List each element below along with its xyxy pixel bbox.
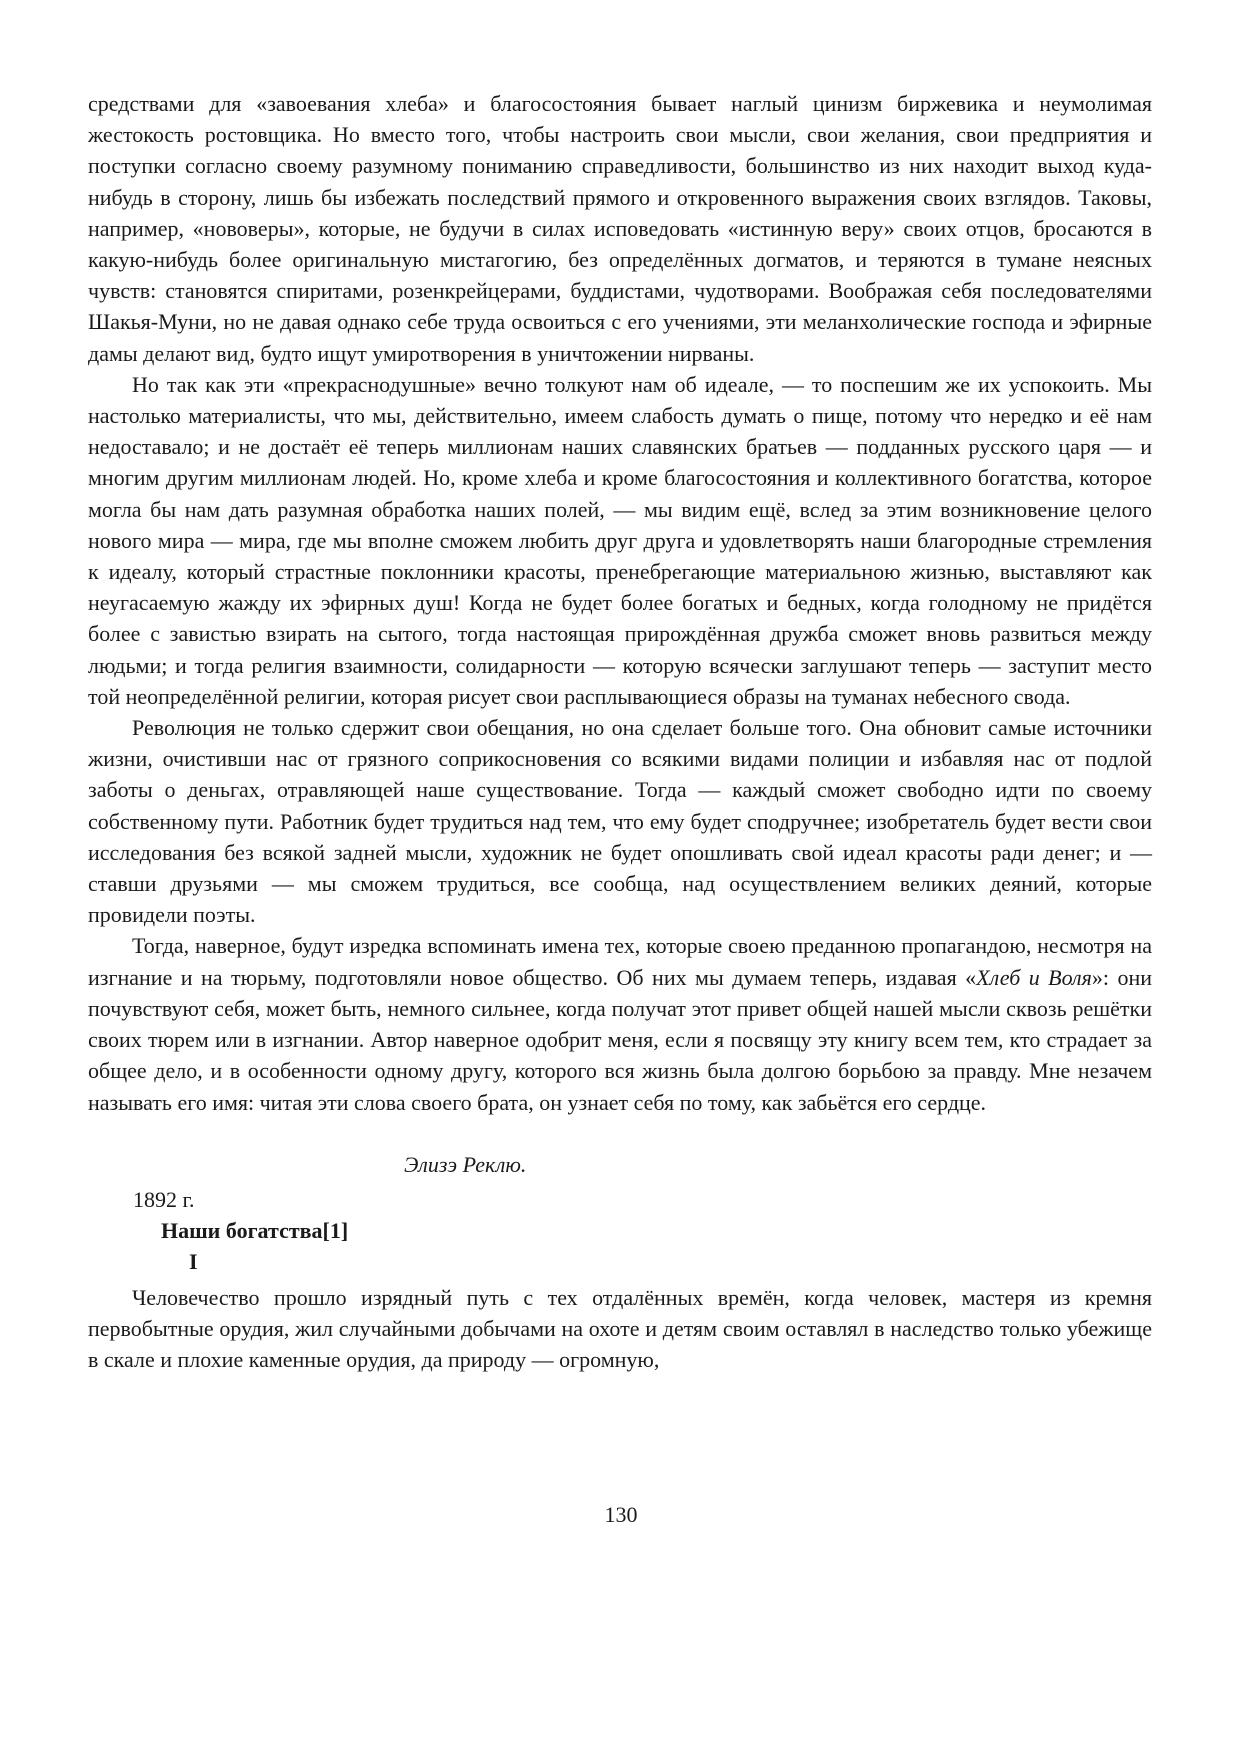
paragraph-2: Но так как эти «прекраснодушные» вечно толкуют нам об идеале, — то поспешим же их успокоить. Мы настолько материалисты, что мы, действительно, имеем слабость думать о пище, потому что нередко и её нам недоставало; и не достаёт её теперь миллионам наших славянских братьев — подданных русского царя — и многим другим миллионам людей. Но, кроме хлеба и кроме благосостояния и коллективного богатства, которое могла бы нам дать разумная обработка наших полей, — мы видим ещё, вслед за этим возникновение целого нового мира — мира, где мы вполне сможем любить друг друга и удовлетворять наши благородные стремления к идеалу, который страстные поклонники красоты, пренебрегающие материальною жизнью, выставляют как неугасаемую жажду их эфирных душ! Когда не будет более богатых и бедных, когда голодному не придётся более с завистью взирать на сытого, тогда настоящая прирождённая дружба сможет вновь развиться между людьми; и тогда религия взаимности, солидарности — которую всячески заглушают теперь — заступит место той неопределённой религии, которая рисует свои расплывающиеся образы на туманах небесного свода. [88, 371, 1152, 709]
chapter-title: Наши богатства[1] [161, 1217, 349, 1243]
signature: Элизэ Реклю. [404, 1151, 527, 1177]
page-number: 130 [604, 1502, 638, 1527]
paragraph-3: Революция не только сдержит свои обещания, но она сделает больше того. Она обновит самые источники жизни, очистивши нас от грязного соприкосновения со всякими видами полиции и избавляя нас от подлой заботы о деньгах, отравляющей наше существование. Тогда — каждый сможет свободно идти по своему собственному пути. Работник будет трудиться над тем, что ему будет сподручнее; изобретатель будет вести свои исследования без всякой задней мысли, художник не будет опошливать свой идеал красоты ради денег; и — ставши друзьями — мы сможем трудиться, все сообща, над осуществлением великих деяний, которые провидели поэты. [88, 715, 1152, 928]
paragraph-1: средствами для «завоевания хлеба» и благосостояния бывает наглый цинизм биржевика и неумолимая жестокость ростовщика. Но вместо того, чтобы настроить свои мысли, свои желания, свои предприятия и поступки согласно своему разумному пониманию справедливости, большинство из них находит выход куда-нибудь в сторону, лишь бы избежать последствий прямого и откровенного выражения своих взглядов. Таковы, например, «нововеры», которые, не будучи в силах исповедовать «истинную веру» своих отцов, бросаются в какую-нибудь более оригинальную мистагогию, без определённых догматов, и теряются в тумане неясных чувств: становятся спиритами, розенкрейцерами, буддистами, чудотворами. Воображая себя последователями Шакья-Муни, но не давая однако себе труда освоиться с его учениями, эти меланхолические господа и эфирные дамы делают вид, будто ищут умиротворения в уничтожении нирваны. [88, 91, 1152, 366]
chapter-number: I [189, 1248, 198, 1274]
paragraph-4-text-before: Тогда, наверное, будут изредка вспоминать имена тех, которые своею преданною пропагандою, несмотря на изгнание и на тюрьму, подготовляли новое общество. Об них мы думаем теперь, издавая « [88, 933, 1152, 990]
date-line: 1892 г. [133, 1186, 195, 1212]
paragraph-4 [88, 930, 1152, 1117]
paragraph-4-text-after: »: они почувствуют себя, может быть, немного сильнее, когда получат этот привет общей нашей мысли сквозь решётки своих тюрем или в изгнании. Автор наверное одобрит меня, если я посвящу эту книгу всем тем, кто страдает за общее дело, и в особенности одному другу, которого вся жизнь была долгою борьбою за правду. Мне незачем называть его имя: читая эти слова своего брата, он узнает себя по тому, как забьётся его сердце. [88, 964, 1152, 1115]
chapter-first-paragraph: Человечество прошло изрядный путь с тех отдалённых времён, когда человек, мастеря из кремня первобытные орудия, жил случайными добычами на охоте и детям своим оставлял в наследство только убежище в скале и плохие каменные орудия, да природу — огромную, [88, 1284, 1152, 1373]
book-title: Хлеб и Воля [976, 964, 1092, 990]
document-page [88, 88, 1152, 1375]
